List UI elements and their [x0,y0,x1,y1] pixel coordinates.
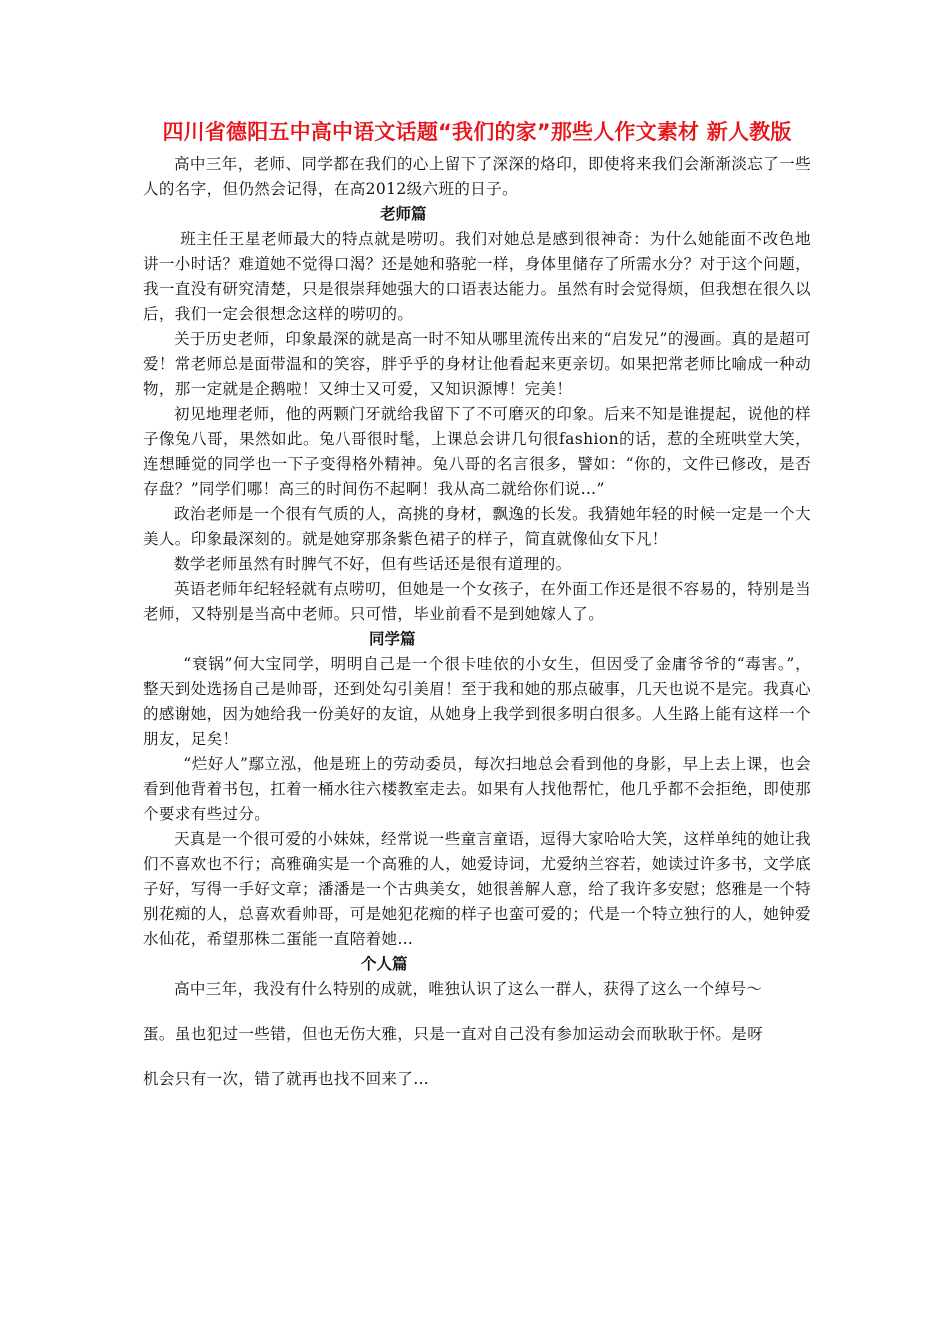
section-heading-teachers: 老师篇 [380,205,427,223]
personal-line-2: 蛋。虽也犯过一些错，但也无伤大雅，只是一直对自己没有参加运动会而耿耿于怀。是呀 [143,1025,764,1043]
document-body [143,118,811,1092]
teacher-paragraph-history: 关于历史老师，印象最深的就是高一时不知从哪里流传出来的“启发兄”的漫画。真的是超可爱！常老师总是面带温和的笑容，胖乎乎的身材让他看起来更亲切。如果把常老师比喻成一种动物，那一定就是企鹅啦！又绅士又可爱，又知识源博！完美！ [143,330,811,398]
teacher-paragraph-math: 数学老师虽然有时脾气不好，但有些话还是很有道理的。 [174,555,572,573]
intro-paragraph: 高中三年，老师、同学都在我们的心上留下了深深的烙印，即使将来我们会渐渐淡忘了一些人的名字，但仍然会记得，在高2012级六班的日子。 [143,155,811,198]
teacher-paragraph-politics: 政治老师是一个很有气质的人，高挑的身材，飘逸的长发。我猜她年轻的时候一定是一个大美人。印象最深刻的。就是她穿那条紫色裙子的样子，简直就像仙女下凡！ [143,505,811,548]
teacher-paragraph-english: 英语老师年纪轻轻就有点唠叨，但她是一个女孩子，在外面工作还是很不容易的，特别是当老师，又特别是当高中老师。只可惜，毕业前看不是到她嫁人了。 [143,580,811,623]
section-heading-classmates: 同学篇 [369,630,416,648]
teacher-paragraph-headteacher: 班主任王星老师最大的特点就是唠叨。我们对她总是感到很神奇：为什么她能面不改色地讲一小时话？难道她不觉得口渴？还是她和骆驼一样，身体里储存了所需水分？对于这个问题，我一直没有研究清楚，只是很崇拜她强大的口语表达能力。虽然有时会觉得烦，但我想在很久以后，我们一定会很想念这样的唠叨的。 [143,230,811,323]
classmate-paragraph-yanlihong: “烂好人”鄢立泓，他是班上的劳动委员，每次扫地总会看到他的身影，早上去上课，也会看到他背着书包，扛着一桶水往六楼教室走去。如果有人找他帮忙，他几乎都不会拒绝，即使那个要求有些过分。 [143,755,811,823]
document-title: 四川省德阳五中高中语文话题“我们的家”那些人作文素材 新人教版 [162,120,792,144]
personal-line-1: 高中三年，我没有什么特别的成就，唯独认识了这么一群人，获得了这么一个绰号～ [174,980,763,998]
classmate-paragraph-hedabao: “衰锅”何大宝同学，明明自己是一个很卡哇依的小女生，但因受了金庸爷爷的“毒害。”，整天到处选扬自己是帅哥，还到处勾引美眉！至于我和她的那点破事，几天也说不是完。我真心的感谢她，因为她给我一份美好的友谊，从她身上我学到很多明白很多。人生路上能有这样一个朋友，足矣！ [143,655,811,748]
section-heading-personal: 个人篇 [361,955,408,973]
personal-line-3: 机会只有一次，错了就再也找不回来了… [143,1070,430,1088]
classmate-paragraph-group: 天真是一个很可爱的小妹妹，经常说一些童言童语，逗得大家哈哈大笑，这样单纯的她让我们不喜欢也不行；高雅确实是一个高雅的人，她爱诗词，尤爱纳兰容若，她读过许多书，文学底子好，写得一手好文章；潘潘是一个古典美女，她很善解人意，给了我许多安慰；悠雅是一个特别花痴的人，总喜欢看帅哥，可是她犯花痴的样子也蛮可爱的；代是一个特立独行的人，她钟爱水仙花，希望那株二蛋能一直陪着她… [143,830,811,948]
teacher-paragraph-geography: 初见地理老师，他的两颗门牙就给我留下了不可磨灭的印象。后来不知是谁提起，说他的样子像兔八哥，果然如此。兔八哥很时髦，上课总会讲几句很fashion的话，惹的全班哄堂大笑，连想睡觉的同学也一下子变得格外精神。兔八哥的名言很多，譬如：“你的，文件已修改，是否存盘？”同学们哪！高三的时间伤不起啊！我从高二就给你们说…” [143,405,811,498]
